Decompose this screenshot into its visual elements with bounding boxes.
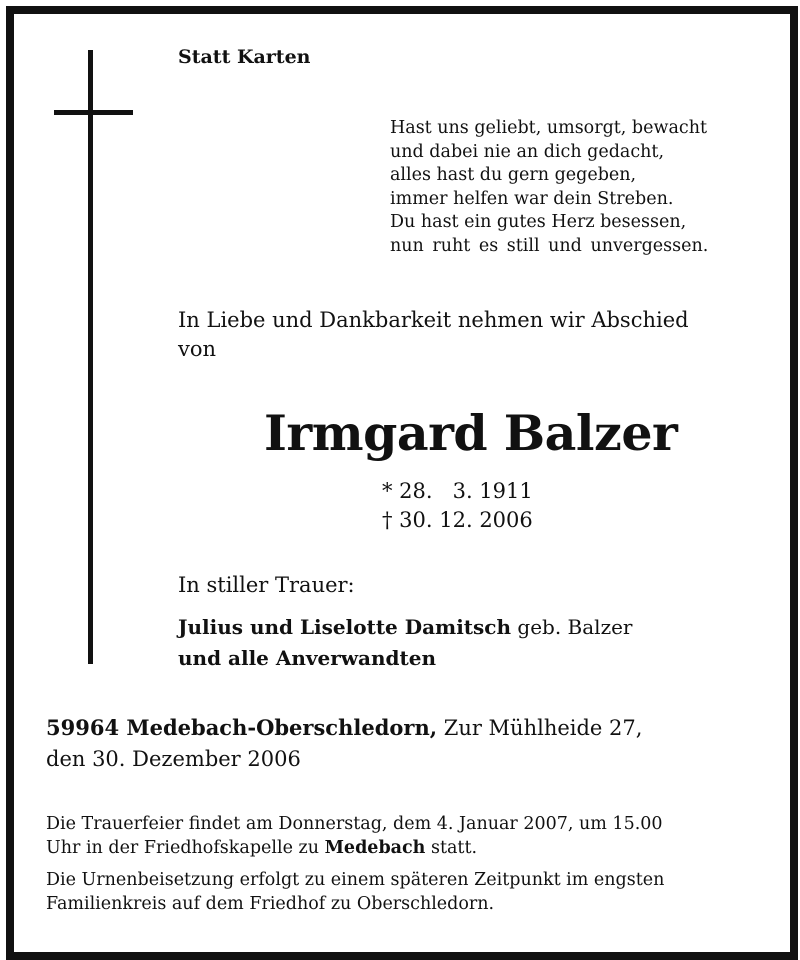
paragraph-gap: [46, 860, 664, 869]
death-date: † 30. 12. 2006: [382, 508, 533, 532]
urn-line: Die Urnenbeisetzung erfolgt zu einem späteren Zeitpunkt im engsten: [46, 870, 665, 890]
mourners: [178, 612, 633, 674]
intro-line: von: [178, 337, 217, 361]
poem-line: Hast uns geliebt, umsorgt, bewacht: [390, 118, 708, 138]
poem-line: Du hast ein gutes Herz besessen,: [390, 212, 687, 232]
address-line: [46, 712, 642, 744]
funeral-place: Medebach: [324, 837, 426, 858]
funeral-line: Die Trauerfeier findet am Donnerstag, dem 4. Januar 2007, um 15.00: [46, 814, 663, 834]
ceremony-info: [46, 813, 664, 916]
header-statt-karten: Statt Karten: [178, 46, 311, 68]
address-street: Zur Mühlheide 27,: [437, 716, 643, 740]
funeral-line: [46, 837, 664, 861]
relatives-line: und alle Anverwandten: [178, 646, 437, 670]
poem-line: immer helfen war dein Streben.: [390, 188, 674, 209]
address-block: [46, 712, 642, 775]
funeral-text: Uhr in der Friedhofskapelle zu: [46, 837, 325, 858]
mourners-names: Julius und Liselotte Damitsch: [178, 615, 512, 639]
birth-date: * 28. 3. 1911: [382, 479, 533, 503]
poem: [390, 117, 708, 258]
address-town: 59964 Medebach-Oberschledorn,: [46, 715, 438, 740]
date-line: den 30. Dezember 2006: [46, 747, 301, 771]
farewell-intro: [178, 306, 689, 364]
deceased-name: Irmgard Balzer: [264, 404, 678, 462]
intro-line: In Liebe und Dankbarkeit nehmen wir Abschied: [178, 308, 689, 332]
cross-horizontal-bar: [54, 110, 133, 115]
mourners-line: [178, 612, 633, 643]
mourners-maiden-name: geb. Balzer: [511, 615, 633, 639]
cross-vertical-bar: [88, 50, 93, 664]
mourning-label: In stiller Trauer:: [178, 573, 355, 597]
poem-line: und dabei nie an dich gedacht,: [390, 141, 665, 162]
poem-line: alles hast du gern gegeben,: [390, 165, 637, 185]
funeral-text: statt.: [425, 837, 478, 858]
poem-line: nun ruht es still und unvergessen.: [390, 235, 709, 256]
urn-line: Familienkreis auf dem Friedhof zu Oberschledorn.: [46, 893, 495, 914]
